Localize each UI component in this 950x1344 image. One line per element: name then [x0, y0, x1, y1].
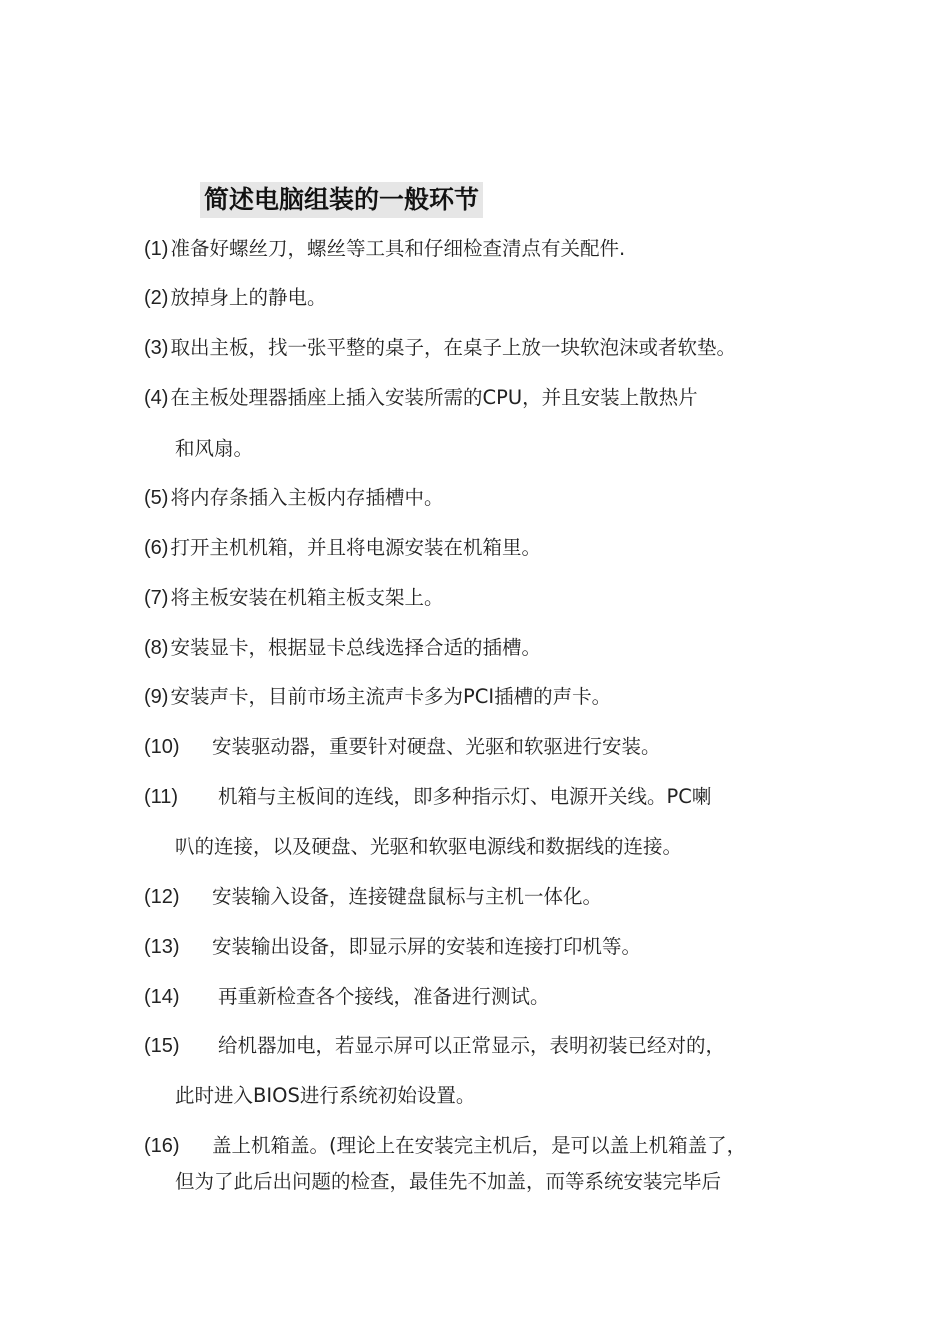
step-number: (11) — [144, 786, 179, 808]
step-2 — [144, 285, 326, 311]
step-number: (8) — [144, 637, 169, 659]
step-text: 放掉身上的静电。 — [170, 286, 327, 309]
step-11 — [144, 784, 711, 810]
step-number: (6) — [144, 537, 169, 559]
step-13 — [144, 934, 641, 960]
step-15-continuation: 此时进入BIOS进行系统初始设置。 — [175, 1084, 476, 1107]
step-text: 盖上机箱盖。(理论上在安装完主机后，是可以盖上机箱盖了， — [212, 1134, 747, 1157]
step-number: (9) — [144, 686, 169, 708]
step-4-continuation: 和风扇。 — [175, 437, 254, 460]
step-number: (12) — [144, 886, 180, 908]
step-text: 安装显卡，根据显卡总线选择合适的插槽。 — [170, 636, 541, 659]
step-4 — [144, 385, 698, 411]
step-number: (14) — [144, 986, 180, 1008]
step-number: (15) — [144, 1035, 180, 1057]
step-number: (1) — [144, 238, 169, 260]
step-text: 再重新检查各个接线，准备进行测试。 — [218, 985, 550, 1008]
step-text: 机箱与主板间的连线，即多种指示灯、电源开关线。PC喇 — [218, 785, 712, 808]
step-8 — [144, 635, 541, 661]
step-3 — [144, 335, 736, 361]
step-14 — [144, 984, 550, 1010]
step-text: 安装输入设备，连接键盘鼠标与主机一体化。 — [212, 885, 603, 908]
step-15 — [144, 1033, 725, 1059]
step-number: (10) — [144, 736, 180, 758]
step-5 — [144, 485, 443, 511]
step-number: (7) — [144, 587, 169, 609]
step-text: 打开主机机箱，并且将电源安装在机箱里。 — [170, 536, 541, 559]
step-number: (4) — [144, 387, 169, 409]
step-12 — [144, 884, 602, 910]
step-text: 安装输出设备，即显示屏的安装和连接打印机等。 — [212, 935, 642, 958]
step-number: (2) — [144, 287, 169, 309]
step-text: 准备好螺丝刀，螺丝等工具和仔细检查清点有关配件. — [170, 237, 626, 260]
step-number: (16) — [144, 1135, 180, 1157]
step-text: 将内存条插入主板内存插槽中。 — [170, 486, 444, 509]
step-text: 取出主板，找一张平整的桌子，在桌子上放一块软泡沫或者软垫。 — [170, 336, 736, 359]
step-text: 将主板安装在机箱主板支架上。 — [170, 586, 444, 609]
step-text: 安装驱动器，重要针对硬盘、光驱和软驱进行安装。 — [212, 735, 661, 758]
step-10 — [144, 734, 661, 760]
step-number: (5) — [144, 487, 169, 509]
step-6 — [144, 535, 541, 561]
step-text: 给机器加电，若显示屏可以正常显示，表明初装已经对的， — [218, 1034, 726, 1057]
step-7 — [144, 585, 443, 611]
step-16-continuation: 但为了此后出问题的检查，最佳先不加盖，而等系统安装完毕后 — [175, 1170, 722, 1193]
step-1 — [144, 236, 625, 262]
step-9 — [144, 684, 611, 710]
step-text: 在主板处理器插座上插入安装所需的CPU，并且安装上散热片 — [170, 386, 698, 409]
step-text: 安装声卡，目前市场主流声卡多为PCI插槽的声卡。 — [170, 685, 612, 708]
step-number: (3) — [144, 337, 169, 359]
step-16 — [144, 1133, 746, 1159]
step-11-continuation: 叭的连接，以及硬盘、光驱和软驱电源线和数据线的连接。 — [175, 835, 683, 858]
step-number: (13) — [144, 936, 180, 958]
document-title: 简述电脑组装的一般环节 — [200, 182, 483, 218]
